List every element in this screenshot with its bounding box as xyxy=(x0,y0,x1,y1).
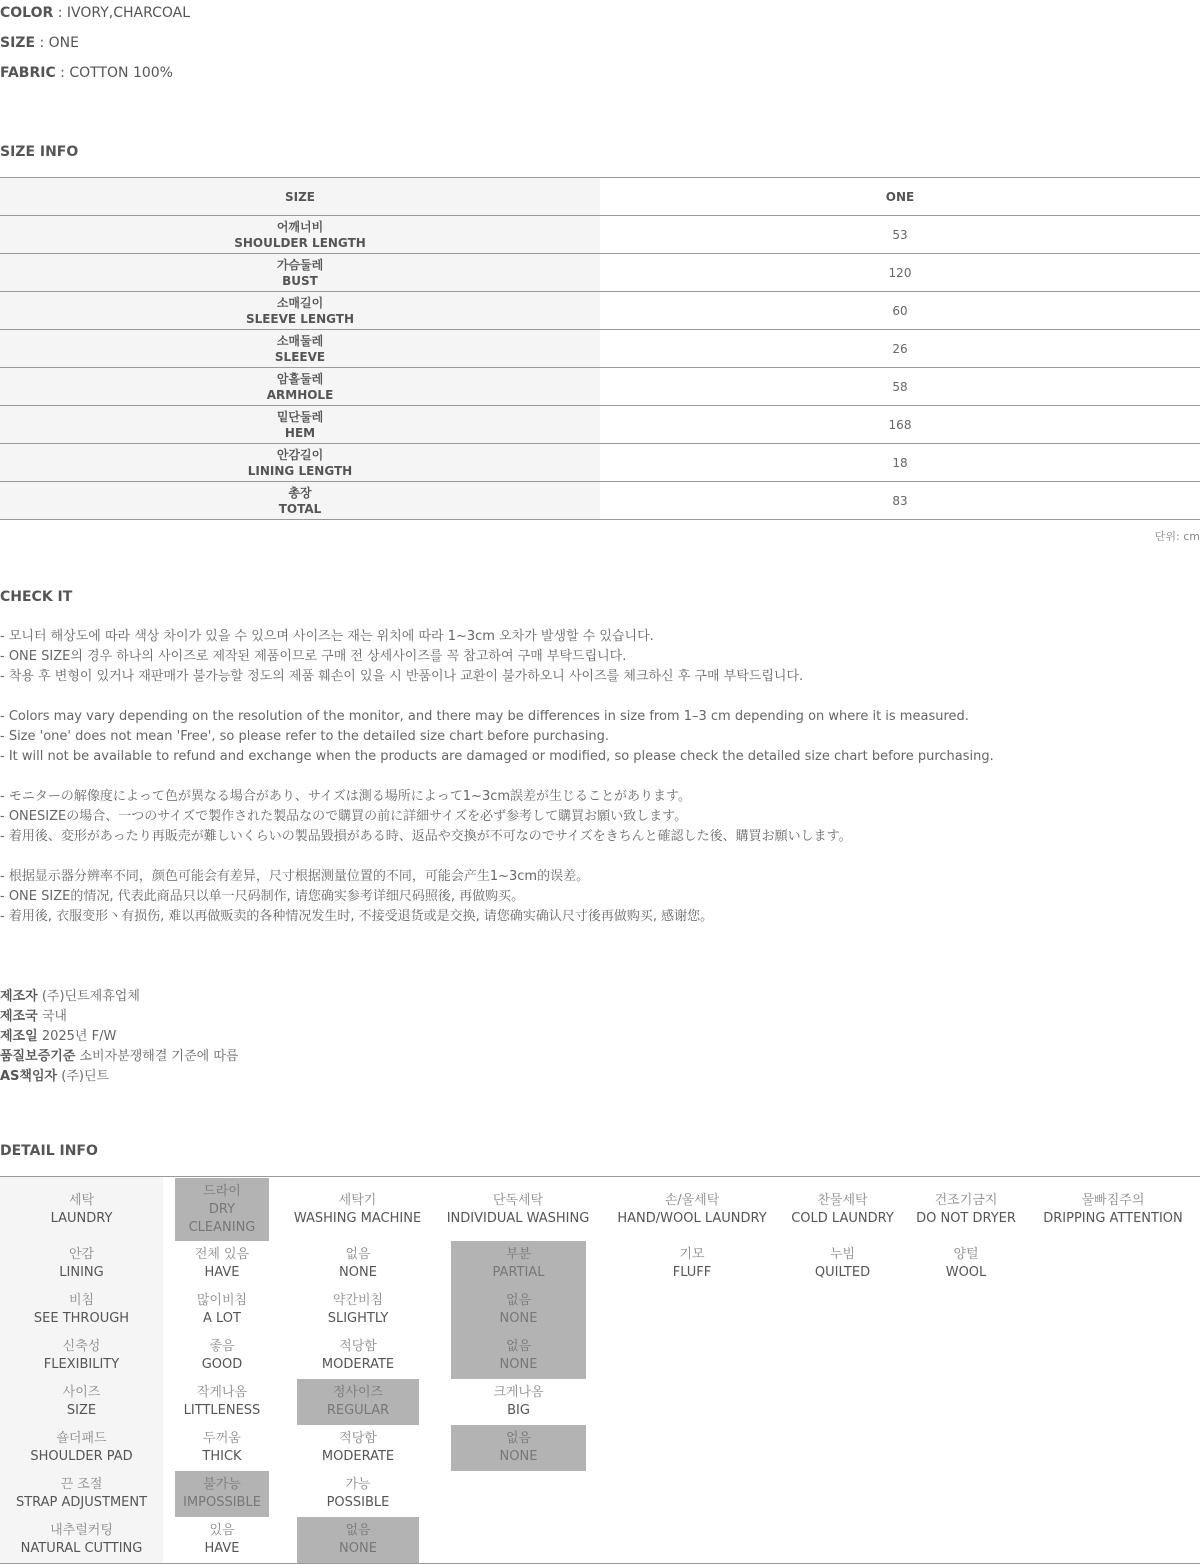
size-row-value: 60 xyxy=(600,292,1200,330)
spec-label: COLOR xyxy=(0,5,54,21)
option-size-big xyxy=(451,1379,586,1425)
option-en: HAND/WOOL LAUNDRY xyxy=(617,1210,767,1226)
size-row-label xyxy=(0,292,600,330)
table-header-row xyxy=(0,178,1200,216)
table-row xyxy=(0,216,1200,254)
option-flexibility-moderate xyxy=(297,1333,419,1379)
maker-line xyxy=(0,1067,238,1087)
size-row-en: HEM xyxy=(284,425,316,440)
table-row xyxy=(0,482,1200,520)
option-en: DRIPPING ATTENTION xyxy=(1043,1210,1183,1226)
label-en: STRAP ADJUSTMENT xyxy=(15,1495,148,1510)
maker-line xyxy=(0,1007,238,1027)
size-row-en: SLEEVE xyxy=(274,349,326,364)
size-row-ko: 소매길이 xyxy=(276,295,324,310)
spec-color: COLOR : IVORY,CHARCOAL xyxy=(0,5,191,21)
label-ko: 세탁 xyxy=(68,1192,95,1208)
check-line: - 着用後, 衣服变形丶有损伤, 难以再做贩卖的各种情况发生时, 不接受退货或是交换, 请您确实确认尺寸後再做购买, 感谢您。 xyxy=(0,909,714,924)
option-ko: 있음 xyxy=(209,1523,235,1538)
size-row-value: 26 xyxy=(600,330,1200,368)
option-size-regular xyxy=(297,1379,419,1425)
size-row-ko: 어깨너비 xyxy=(276,219,324,234)
maker-value: (주)딘트제휴업체 xyxy=(41,989,140,1004)
option-en: POSSIBLE xyxy=(326,1495,390,1510)
label-ko: 숄더패드 xyxy=(56,1431,107,1446)
spec-label: SIZE xyxy=(0,35,36,51)
option-en: BIG xyxy=(507,1403,530,1418)
option-ko: 적당함 xyxy=(339,1431,377,1446)
option-en: NONE xyxy=(339,1265,377,1280)
maker-line xyxy=(0,1047,238,1067)
option-ko: 크게나옴 xyxy=(493,1385,544,1400)
check-line: - It will not be available to refund and exchange when the products are damaged or modified, so please check the detailed size chart before purchasing. xyxy=(0,749,994,764)
size-row-label xyxy=(0,444,600,482)
option-ko: 좋음 xyxy=(209,1339,235,1354)
maker-label: 제조일 xyxy=(0,1029,38,1044)
option-lining-fluff xyxy=(612,1241,772,1287)
option-shoulder-pad-moderate xyxy=(297,1425,419,1471)
label-en: FLEXIBILITY xyxy=(43,1357,120,1372)
option-lining-partial xyxy=(451,1241,586,1287)
size-row-en: TOTAL xyxy=(278,501,322,516)
option-ko: 불가능 xyxy=(203,1477,241,1492)
option-see-through-slightly xyxy=(297,1287,419,1333)
option-shoulder-pad-none xyxy=(451,1425,586,1471)
option-en: HAVE xyxy=(204,1265,240,1280)
option-ko: 없음 xyxy=(345,1523,371,1538)
detail-row-label-laundry xyxy=(0,1178,163,1241)
option-ko: 누빔 xyxy=(829,1247,856,1262)
size-row-en: SLEEVE LENGTH xyxy=(245,311,355,326)
size-row-label xyxy=(0,254,600,292)
option-see-through-none xyxy=(451,1287,586,1333)
detail-info-title: DETAIL INFO xyxy=(0,1143,98,1159)
option-cutting-none xyxy=(297,1517,419,1563)
option-ko: 전체 있음 xyxy=(194,1247,250,1262)
option-ko: 작게나옴 xyxy=(196,1385,248,1400)
label-en: LAUNDRY xyxy=(50,1210,113,1226)
detail-row-label-size xyxy=(0,1379,163,1425)
check-line: - Size 'one' does not mean 'Free', so please refer to the detailed size chart before purchasing. xyxy=(0,729,610,744)
size-row-value: 18 xyxy=(600,444,1200,482)
option-ko: 부분 xyxy=(505,1247,532,1262)
size-row-en: SHOULDER LENGTH xyxy=(234,235,366,250)
check-line: - 모니터 해상도에 따라 색상 차이가 있을 수 있으며 사이즈는 재는 위치에 따라 1~3cm 오차가 발생할 수 있습니다. xyxy=(0,629,654,644)
size-row-en: LINING LENGTH xyxy=(247,463,353,478)
option-en: WASHING MACHINE xyxy=(293,1210,422,1226)
spec-value: ONE xyxy=(48,35,79,51)
size-row-ko: 총장 xyxy=(288,485,312,500)
size-header-value: ONE xyxy=(600,178,1200,216)
size-row-label xyxy=(0,216,600,254)
option-en: LITTLENESS xyxy=(183,1403,261,1418)
option-en: HAVE xyxy=(204,1541,240,1556)
size-row-ko: 가슴둘레 xyxy=(276,257,324,272)
option-ko: 없음 xyxy=(345,1247,371,1262)
check-it-ja xyxy=(0,787,852,847)
check-line: - 착용 후 변형이 있거나 재판매가 불가능할 정도의 제품 훼손이 있을 시 반품이나 교환이 불가하오니 사이즈를 체크하신 후 구매 부탁드립니다. xyxy=(0,669,804,684)
label-en: NATURAL CUTTING xyxy=(20,1541,143,1556)
maker-label: 제조자 xyxy=(0,989,38,1004)
option-washing-machine xyxy=(290,1178,425,1241)
option-individual-washing xyxy=(443,1178,593,1241)
maker-value: 소비자분쟁해결 기준에 따름 xyxy=(79,1049,239,1064)
option-lining-have xyxy=(175,1241,269,1287)
option-ko: 적당함 xyxy=(339,1339,377,1354)
check-line: - Colors may vary depending on the resolution of the monitor, and there may be differences in size from 1–3 cm depending on where it is measured. xyxy=(0,709,969,724)
size-row-ko: 암홀둘레 xyxy=(276,371,324,386)
maker-value: 국내 xyxy=(41,1009,67,1024)
table-row xyxy=(0,292,1200,330)
table-row xyxy=(0,330,1200,368)
option-en: WOOL xyxy=(945,1265,987,1280)
option-en: NONE xyxy=(499,1311,538,1326)
label-en: LINING xyxy=(59,1265,104,1280)
option-ko: 물빠짐주의 xyxy=(1081,1192,1145,1208)
option-dry-cleaning xyxy=(175,1178,269,1241)
size-row-en: BUST xyxy=(282,273,318,288)
size-row-label xyxy=(0,368,600,406)
option-lining-wool xyxy=(910,1241,1022,1287)
label-ko: 사이즈 xyxy=(62,1385,101,1400)
option-en: NONE xyxy=(499,1357,538,1372)
spec-value: IVORY,CHARCOAL xyxy=(66,5,191,21)
size-info-title: SIZE INFO xyxy=(0,144,79,160)
option-cutting-have xyxy=(175,1517,269,1563)
size-row-value: 83 xyxy=(600,482,1200,520)
option-shoulder-pad-thick xyxy=(175,1425,269,1471)
label-ko: 비침 xyxy=(68,1293,95,1308)
check-line: - ONE SIZE的情况, 代表此商品只以单一尺码制作, 请您确实参考详细尺码照後, 再做购买。 xyxy=(0,889,525,904)
option-ko: 건조기금지 xyxy=(934,1192,998,1208)
maker-value: (주)딘트 xyxy=(61,1069,110,1084)
label-ko: 안감 xyxy=(68,1247,95,1262)
maker-label: AS책임자 xyxy=(0,1069,58,1084)
size-row-value: 53 xyxy=(600,216,1200,254)
detail-row-label-flexibility xyxy=(0,1333,163,1379)
option-en: NONE xyxy=(339,1541,377,1556)
check-it-en xyxy=(0,707,994,767)
label-ko: 내추럴커팅 xyxy=(50,1523,113,1538)
spec-label: FABRIC xyxy=(0,65,56,81)
detail-row-label-shoulder-pad xyxy=(0,1425,163,1471)
option-hand-wool-laundry xyxy=(612,1178,772,1241)
option-ko: 드라이 xyxy=(203,1183,241,1199)
label-ko: 끈 조절 xyxy=(60,1477,103,1492)
check-line: - モニターの解像度によって色が異なる場合があり、サイズは測る場所によって1~3cm誤差が生じることがあります。 xyxy=(0,789,691,804)
check-it-ko xyxy=(0,627,803,687)
option-en: DRY CLEANING xyxy=(188,1201,256,1235)
option-ko: 단독세탁 xyxy=(492,1192,544,1208)
option-see-through-a-lot xyxy=(175,1287,269,1333)
option-en: INDIVIDUAL WASHING xyxy=(446,1210,590,1226)
option-en: REGULAR xyxy=(326,1403,390,1418)
option-en: A LOT xyxy=(203,1311,241,1326)
spec-fabric: FABRIC : COTTON 100% xyxy=(0,65,173,81)
option-ko: 정사이즈 xyxy=(332,1385,384,1400)
label-ko: 신축성 xyxy=(62,1339,101,1354)
check-it-title: CHECK IT xyxy=(0,589,73,605)
option-cold-laundry xyxy=(785,1178,900,1241)
table-row xyxy=(0,254,1200,292)
maker-line xyxy=(0,987,238,1007)
label-en: SIZE xyxy=(66,1403,97,1418)
maker-value: 2025년 F/W xyxy=(41,1029,117,1044)
size-table xyxy=(0,177,1200,520)
option-en: PARTIAL xyxy=(492,1265,545,1280)
size-row-ko: 소매둘레 xyxy=(276,333,324,348)
table-row xyxy=(0,444,1200,482)
option-do-not-dryer xyxy=(910,1178,1022,1241)
size-row-ko: 밑단둘레 xyxy=(276,409,324,424)
label-en: SHOULDER PAD xyxy=(30,1449,133,1464)
check-line: - 根据显示器分辨率不同，颜色可能会有差异，尺寸根据测量位置的不同，可能会产生1~3cm的误差。 xyxy=(0,869,590,884)
check-line: - ONESIZEの場合、一つのサイズで製作された製品なので購買の前に詳細サイズを必ず参考して購買お願い致します。 xyxy=(0,809,688,824)
table-row xyxy=(0,368,1200,406)
option-ko: 손/울세탁 xyxy=(664,1192,720,1208)
option-en: THICK xyxy=(202,1449,242,1464)
option-size-littleness xyxy=(175,1379,269,1425)
option-ko: 약간비침 xyxy=(332,1293,384,1308)
option-ko: 많이비침 xyxy=(196,1293,248,1308)
detail-row-label-see-through xyxy=(0,1287,163,1333)
option-en: DO NOT DRYER xyxy=(916,1210,1016,1226)
detail-row-label-lining xyxy=(0,1241,163,1287)
check-line: - ONE SIZE의 경우 하나의 사이즈로 제작된 제품이므로 구매 전 상세사이즈를 꼭 참고하여 구매 부탁드립니다. xyxy=(0,649,627,664)
option-ko: 양털 xyxy=(953,1247,979,1262)
label-en: SEE THROUGH xyxy=(33,1311,130,1326)
maker-line xyxy=(0,1027,238,1047)
check-it-zh xyxy=(0,867,713,927)
option-strap-impossible xyxy=(175,1471,269,1517)
option-lining-quilted xyxy=(785,1241,900,1287)
size-row-label xyxy=(0,330,600,368)
option-dripping-attention xyxy=(1035,1178,1191,1241)
option-ko: 없음 xyxy=(505,1293,532,1308)
spec-value: COTTON 100% xyxy=(69,65,173,81)
option-ko: 기모 xyxy=(679,1247,705,1262)
size-row-value: 168 xyxy=(600,406,1200,444)
option-ko: 없음 xyxy=(505,1431,532,1446)
option-en: SLIGHTLY xyxy=(327,1311,389,1326)
table-row xyxy=(0,406,1200,444)
option-ko: 찬물세탁 xyxy=(817,1192,868,1208)
option-ko: 가능 xyxy=(345,1477,371,1492)
option-lining-none xyxy=(297,1241,419,1287)
size-header-label: SIZE xyxy=(0,178,600,216)
option-en: MODERATE xyxy=(321,1449,395,1464)
option-flexibility-good xyxy=(175,1333,269,1379)
maker-info xyxy=(0,987,238,1087)
option-ko: 두꺼움 xyxy=(203,1431,241,1446)
spec-size: SIZE : ONE xyxy=(0,35,79,51)
size-row-value: 120 xyxy=(600,254,1200,292)
option-en: FLUFF xyxy=(672,1265,712,1280)
size-row-en: ARMHOLE xyxy=(266,387,334,402)
option-en: IMPOSSIBLE xyxy=(183,1495,261,1510)
option-flexibility-none xyxy=(451,1333,586,1379)
size-row-label xyxy=(0,406,600,444)
size-row-label xyxy=(0,482,600,520)
option-ko: 없음 xyxy=(505,1339,532,1354)
option-en: MODERATE xyxy=(321,1357,395,1372)
size-row-ko: 안감길이 xyxy=(276,447,324,462)
detail-row-label-cutting xyxy=(0,1517,163,1563)
maker-label: 제조국 xyxy=(0,1009,38,1024)
detail-top-rule xyxy=(0,1176,1200,1177)
option-en: GOOD xyxy=(201,1357,243,1372)
option-en: COLD LAUNDRY xyxy=(791,1210,894,1226)
option-strap-possible xyxy=(297,1471,419,1517)
check-line: - 着用後、変形があったり再販売が難しいくらいの製品毀損がある時、返品や交換が不可なのでサイズをきちんと確認した後、購買お願いします。 xyxy=(0,829,852,844)
option-en: NONE xyxy=(499,1449,538,1464)
detail-row-label-strap xyxy=(0,1471,163,1517)
unit-note: 단위: cm xyxy=(1154,530,1200,543)
maker-label: 품질보증기준 xyxy=(0,1049,76,1064)
option-en: QUILTED xyxy=(814,1265,871,1280)
size-row-value: 58 xyxy=(600,368,1200,406)
option-ko: 세탁기 xyxy=(338,1192,377,1208)
